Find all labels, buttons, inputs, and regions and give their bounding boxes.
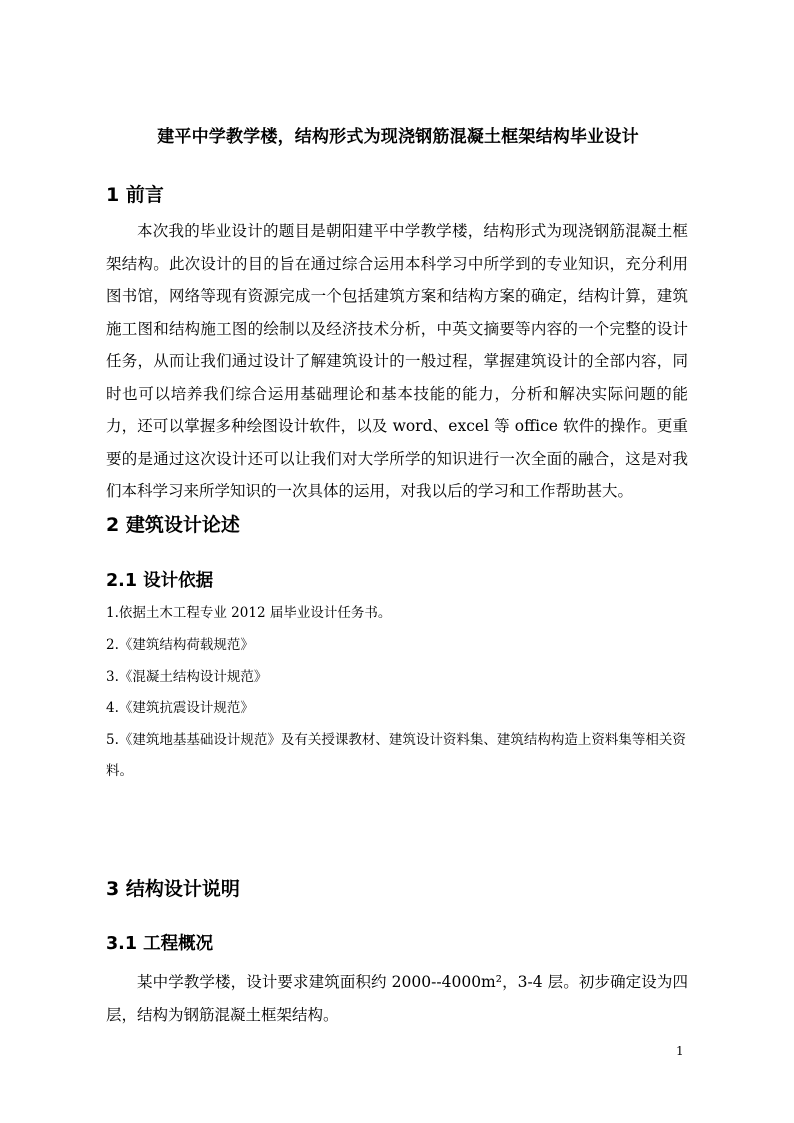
list-item: 2.《建筑结构荷载规范》 [106,636,254,653]
section-3-heading: 3 结构设计说明 [106,878,240,900]
design-basis-list [106,598,688,787]
list-item: 1.依据土木工程专业 2012 届毕业设计任务书。 [106,605,392,621]
section-1-heading: 1 前言 [106,184,164,206]
list-item: 4.《建筑抗震设计规范》 [106,700,254,717]
list-item: 5.《建筑地基基础设计规范》及有关授课教材、建筑设计资料集、建筑结构构造上资料集等相关资料。 [106,732,686,780]
document-title: 建平中学教学楼，结构形式为现浇钢筋混凝土框架结构毕业设计 [157,127,639,147]
section-2-heading: 2 建筑设计论述 [106,514,240,536]
section-2-1-heading: 2.1 设计依据 [106,571,214,591]
section-1-body: 本次我的毕业设计的题目是朝阳建平中学教学楼，结构形式为现浇钢筋混凝土框架结构。此次设计的目的旨在通过综合运用本科学习中所学到的专业知识，充分利用图书馆，网络等现有资源完成一个包括建筑方案和结构方案的确定，结构计算，建筑施工图和结构施工图的绘制以及经济技术分析，中英文摘要等内容的一个完整的设计任务，从而让我们通过设计了解建筑设计的一般过程，掌握建筑设计的全部内容，同时也可以培养我们综合运用基础理论和基本技能的能力，分析和解决实际问题的能力，还可以掌握多种绘图设计软件，以及 word、excel 等 office 软件的操作。更重要的是通过这次设计还可以让我们对大学所学的知识进行一次全面的融合，这是对我们本科学习来所学知识的一次具体的运用，对我以后的学习和工作帮助甚大。 [106,222,688,500]
section-3-1-body: 某中学教学楼，设计要求建筑面积约 2000--4000m²，3-4 层。初步确定设为四层，结构为钢筋混凝土框架结构。 [106,973,688,1024]
list-item: 3.《混凝土结构设计规范》 [106,668,268,685]
page-number: 1 [676,1044,684,1058]
section-3-1-heading: 3.1 工程概况 [106,934,214,954]
